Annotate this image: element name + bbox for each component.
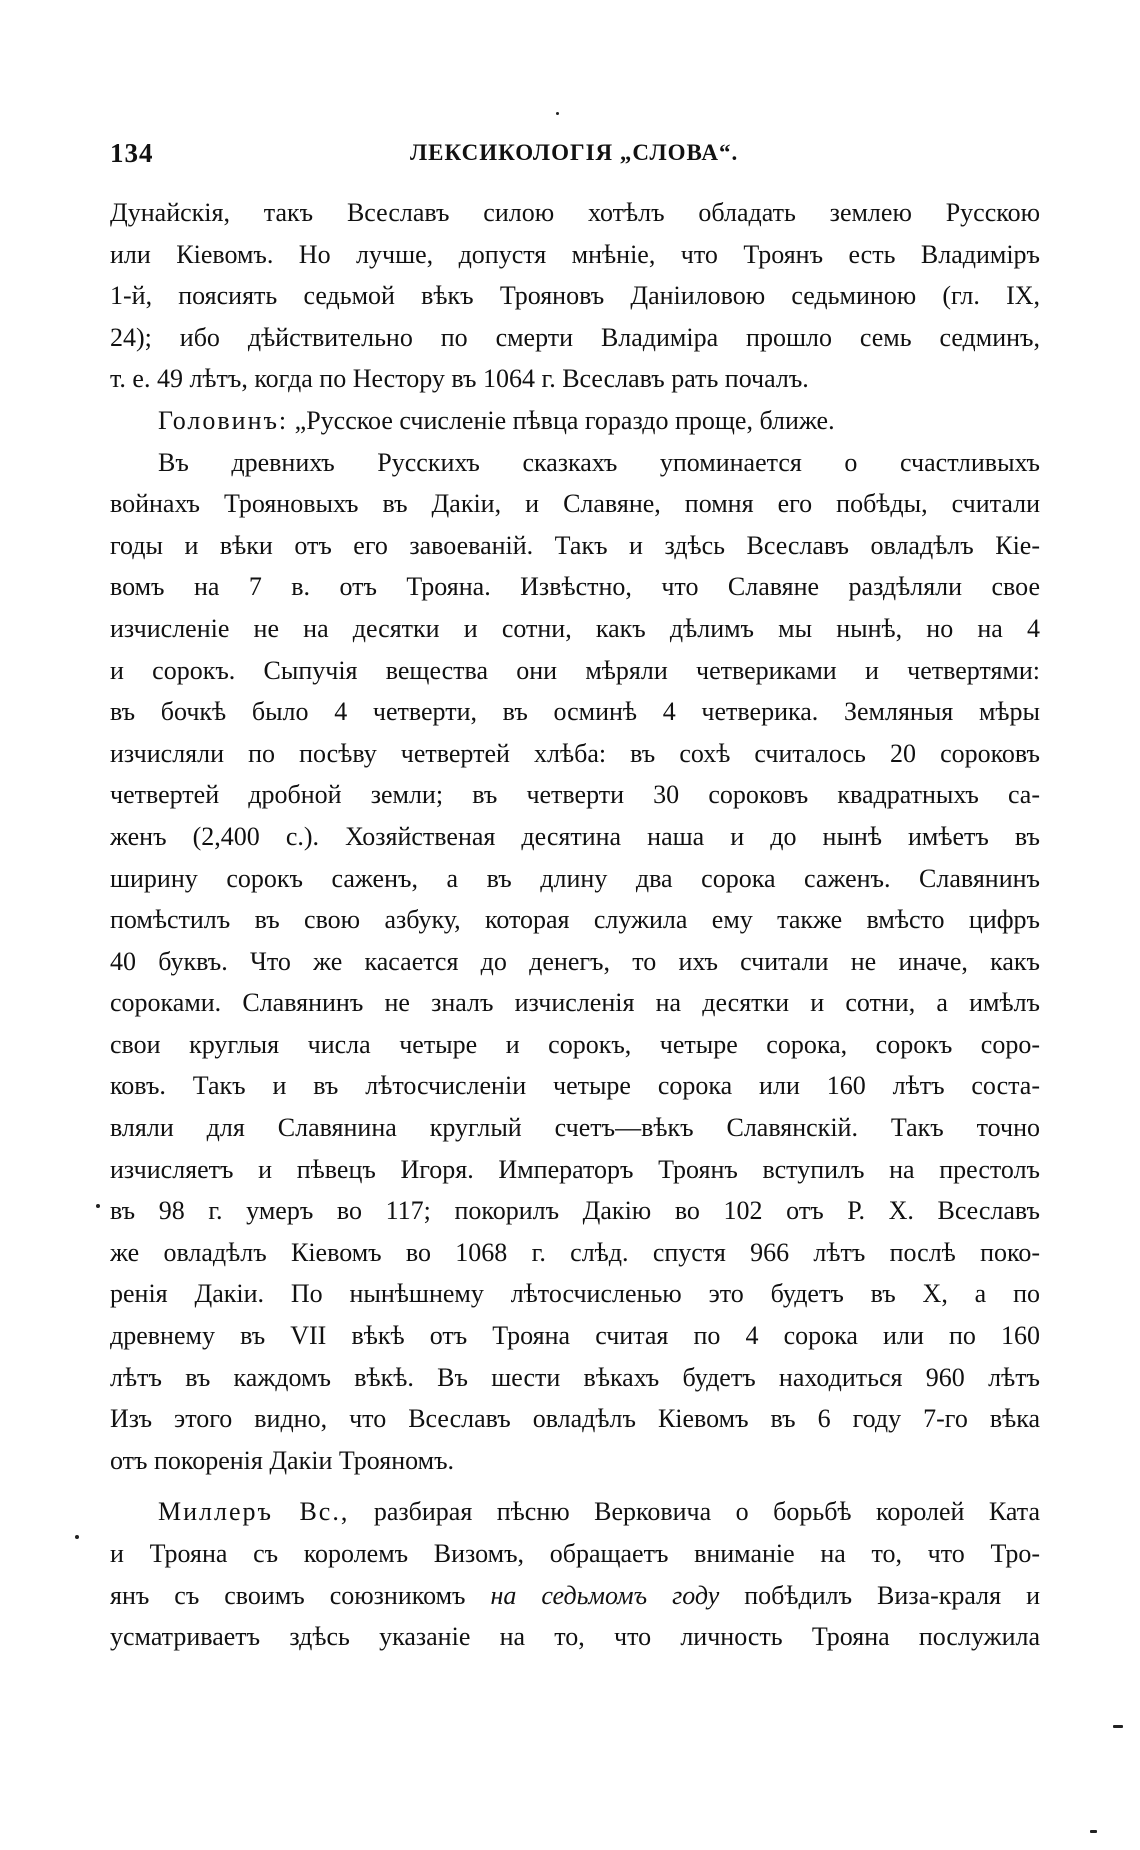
text-line: и Трояна съ королемъ Визомъ, обращаетъ вниманіе на то, что Тро- — [110, 1539, 1040, 1568]
italic-phrase: на седьмомъ году — [490, 1580, 720, 1610]
text-line: и сорокъ. Сыпучія вещества они мѣряли четвериками и четвертями: — [110, 655, 1040, 685]
text-line — [110, 1575, 1040, 1617]
text-line: въ 98 г. умеръ во 117; покорилъ Дакію во 102 отъ Р. Х. Всеславъ — [110, 1196, 1040, 1226]
text-line: годы и вѣки отъ его завоеваній. Такъ и здѣсь Всеславъ овладѣлъ Кіе- — [110, 530, 1040, 560]
text-line: вомъ на 7 в. отъ Трояна. Извѣстно, что Славяне раздѣляли свое — [110, 572, 1040, 602]
text-line: ширину сорокъ саженъ, а въ длину два сорока саженъ. Славянинъ — [110, 863, 1040, 893]
text-line: отъ покоренія Дакіи Трояномъ. — [110, 1445, 455, 1475]
text-line: 1-й, поясиять седьмой вѣкъ Трояновъ Даніиловою седьминою (гл. IX, — [110, 281, 1040, 311]
text-line: Въ древнихъ Русскихъ сказкахъ упоминается о счастливыхъ — [158, 447, 1040, 477]
page-number: 134 — [110, 138, 154, 168]
scan-speck — [556, 112, 559, 115]
text-line: же овладѣлъ Кіевомъ во 1068 г. слѣд. спустя 966 лѣтъ послѣ поко- — [110, 1237, 1040, 1267]
running-head: ЛЕКСИКОЛОГІЯ „СЛОВА“. — [410, 140, 739, 165]
speaker-name: Миллеръ Вс., — [158, 1497, 350, 1527]
text-line: свои круглыя числа четыре и сорокъ, четыре сорока, сорокъ соро- — [110, 1029, 1040, 1059]
text-line: въ бочкѣ было 4 четверти, въ осминѣ 4 четверика. Земляныя мѣры — [110, 697, 1040, 727]
text-line: Дунайскія, такъ Всеславъ силою хотѣлъ обладать землею Русскою — [110, 198, 1040, 227]
text-line: помѣстилъ въ свою азбуку, которая служила ему также вмѣсто цифръ — [110, 905, 1040, 935]
text-line: лѣтъ въ каждомъ вѣкѣ. Въ шести вѣкахъ будетъ находиться 960 лѣтъ — [110, 1362, 1040, 1392]
text-fragment: разбирая пѣсню Верковича о борьбѣ королей Ката — [373, 1497, 1040, 1527]
text-line: 24); ибо дѣйствительно по смерти Владиміра прошло семь седминъ, — [110, 322, 1040, 352]
text-line: изчисляли по посѣву четвертей хлѣба: въ сохѣ считалось 20 сороковъ — [110, 738, 1040, 768]
text-line: 40 буквъ. Что же касается до денегъ, то ихъ считали не иначе, какъ — [110, 946, 1040, 976]
text-line: четвертей дробной земли; въ четверти 30 сороковъ квадратныхъ са- — [110, 780, 1040, 810]
text-line — [110, 400, 1040, 442]
text-fragment: побѣдилъ Виза-краля и — [744, 1580, 1040, 1610]
text-fragment: янъ съ своимъ союзникомъ — [110, 1580, 466, 1610]
text-line: Изъ этого видно, что Всеславъ овладѣлъ Кіевомъ въ 6 году 7-го вѣка — [110, 1404, 1040, 1434]
text-line: женъ (2,400 с.). Хозяйственая десятина наша и до нынѣ имѣетъ въ — [110, 821, 1040, 851]
text-line: изчисляетъ и пѣвецъ Игоря. Императоръ Троянъ вступилъ на престолъ — [110, 1154, 1040, 1184]
text-line: ковъ. Такъ и въ лѣтосчисленіи четыре сорока или 160 лѣтъ соста- — [110, 1071, 1040, 1101]
text-line — [110, 1491, 1040, 1533]
page-header — [110, 138, 1040, 178]
paragraph-gap — [110, 1481, 1040, 1491]
text-line: войнахъ Трояновыхъ въ Дакіи, и Славяне, помня его побѣды, считали — [110, 489, 1040, 519]
quote-start: „Русское счисленіе пѣвца гораздо проще, ближе. — [294, 405, 835, 435]
speaker-name: Головинъ: — [158, 405, 289, 435]
text-line: т. е. 49 лѣтъ, когда по Нестору въ 1064 г. Всеславъ рать почалъ. — [110, 364, 809, 394]
scan-speck — [1090, 1830, 1097, 1833]
body-text — [110, 192, 1040, 1658]
text-line: ренія Дакіи. По нынѣшнему лѣтосчисленью это будетъ въ X, а по — [110, 1279, 1040, 1309]
text-line: или Кіевомъ. Но лучше, допустя мнѣніе, что Троянъ есть Владиміръ — [110, 239, 1040, 269]
text-line: усматриваетъ здѣсь указаніе на то, что личность Трояна послужила — [110, 1622, 1040, 1652]
text-line: изчисленіе не на десятки и сотни, какъ дѣлимъ мы нынѣ, но на 4 — [110, 613, 1040, 643]
scan-speck — [96, 1204, 100, 1208]
scan-speck — [1113, 1725, 1123, 1728]
text-line: древнему въ VII вѣкѣ отъ Трояна считая по 4 сорока или по 160 — [110, 1321, 1040, 1351]
text-line: сороками. Славянинъ не зналъ изчисленія на десятки и сотни, а имѣлъ — [110, 988, 1040, 1018]
text-line: вляли для Славянина круглый счетъ—вѣкъ Славянскій. Такъ точно — [110, 1113, 1040, 1143]
scan-speck — [75, 1535, 79, 1539]
